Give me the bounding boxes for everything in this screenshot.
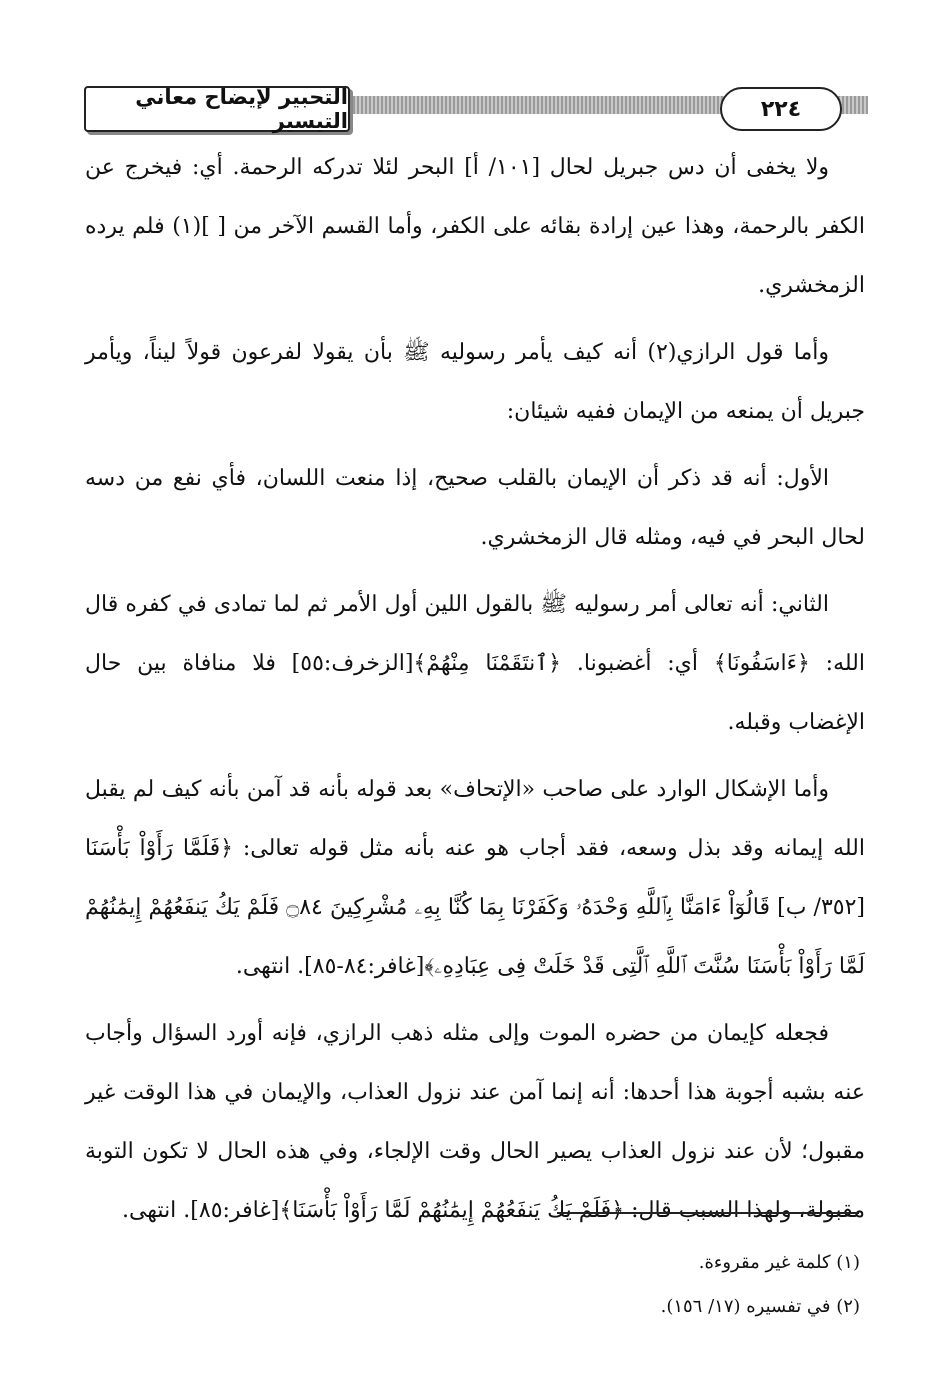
- paragraph-6: فجعله كإيمان من حضره الموت وإلى مثله ذهب الرازي، فإنه أورد السؤال وأجاب عنه بشبه أجوبة هذا أحدها: أنه إنما آمن عند نزول العذاب، والإيمان في هذا الوقت غير مقبول؛ لأن عند نزول العذاب يصير الحال وقت الإلجاء، وفي هذه الحال لا تكون التوبة مقبولة، ولهذا السبب قال: ﴿فَلَمْ يَكُ يَنفَعُهُمْ إِيمَٰنُهُمْ لَمَّا رَأَوْاْ بَأْسَنَا﴾[غافر:٨٥]. انتهى.: [85, 1021, 865, 1223]
- paragraph-1: ولا يخفى أن دس جبريل لحال [١٠١/ أ] البحر لئلا تدركه الرحمة. أي: فيخرج عن الكفر بالرحمة، وهذا عين إرادة بقائه على الكفر، وأما القسم الآخر من [ ](١) فلم يرده الزمخشري.: [85, 155, 865, 298]
- book-title-box: [84, 86, 350, 132]
- footnote-divider: [557, 1212, 859, 1214]
- paragraph-5: وأما الإشكال الوارد على صاحب «الإتحاف» بعد قوله بأنه قد آمن بأنه كيف لم يقبل الله إيمانه وقد بذل وسعه، فقد أجاب هو عنه بأنه مثل قوله تعالى: ﴿فَلَمَّا رَأَوْاْ بَأْسَنَا [٣٥٢/ ب] قَالُوٓاْ ءَامَنَّا بِٱللَّهِ وَحْدَهُۥ وَكَفَرْنَا بِمَا كُنَّا بِهِۦ مُشْرِكِينَ ۝٨٤ فَلَمْ يَكُ يَنفَعُهُمْ إِيمَٰنُهُمْ لَمَّا رَأَوْاْ بَأْسَنَا سُنَّتَ ٱللَّهِ ٱلَّتِى قَدْ خَلَتْ فِى عِبَادِهِۦ﴾[غافر:٨٤-٨٥]. انتهى.: [85, 777, 865, 979]
- paragraph-2: وأما قول الرازي(٢) أنه كيف يأمر رسوليه ﷺ بأن يقولا لفرعون قولاً ليناً، ويأمر جبريل أن يمنعه من الإيمان ففيه شيئان:: [85, 340, 865, 424]
- paragraph-4: الثاني: أنه تعالى أمر رسوليه ﷺ بالقول اللين أول الأمر ثم لما تمادى في كفره قال الله: ﴿ءَاسَفُونَا﴾ أي: أغضبونا. ﴿ٱنتَقَمْنَا مِنْهُمْ﴾[الزخرف:٥٥] فلا منافاة بين حال الإغضاب وقبله.: [85, 592, 865, 735]
- footnote-2: (٢) في تفسيره (١٧/ ١٥٦).: [660, 1296, 860, 1317]
- header-band-right: [838, 96, 868, 114]
- page-number: ٢٢٤: [760, 96, 802, 122]
- page-number-badge: [720, 87, 842, 131]
- footnote-1: (١) كلمة غير مقروءة.: [698, 1252, 860, 1273]
- book-title: التحبير لإيضاح معاني التيسير: [135, 85, 348, 133]
- header-band: [345, 96, 725, 114]
- page-body: [85, 138, 865, 1240]
- paragraph-3: الأول: أنه قد ذكر أن الإيمان بالقلب صحيح، إذا منعت اللسان، فأي نفع من دسه لحال البحر في فيه، ومثله قال الزمخشري.: [85, 466, 865, 550]
